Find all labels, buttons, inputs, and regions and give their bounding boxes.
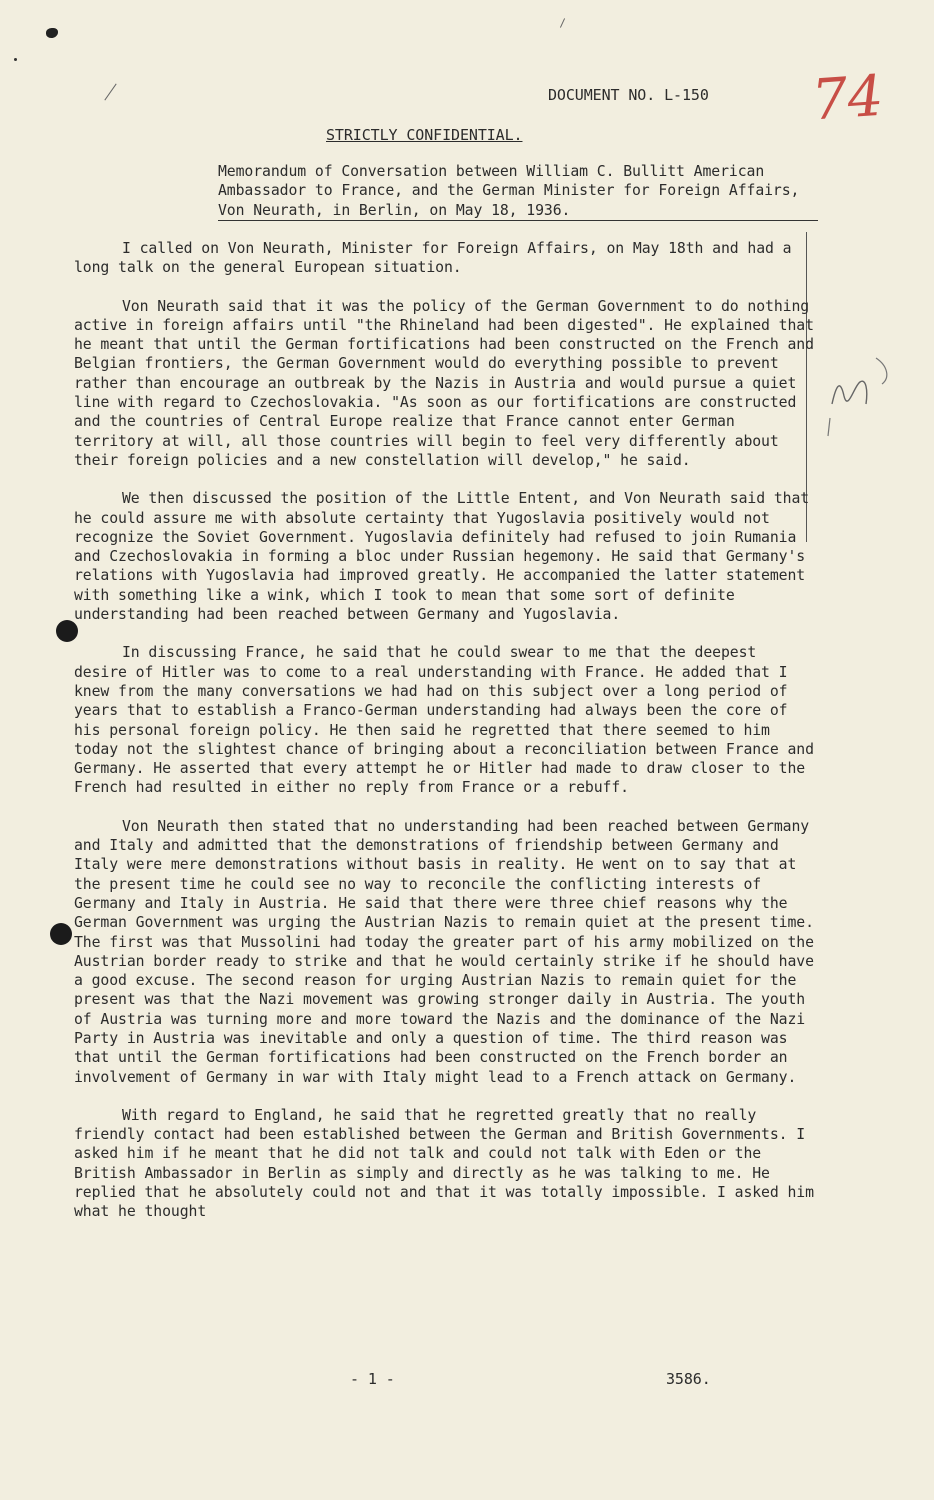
- memo-title-line: Memorandum of Conversation between William C. Bullitt American: [218, 163, 765, 180]
- document-number: DOCUMENT NO. L-150: [548, 86, 709, 104]
- page-number: - 1 -: [350, 1370, 395, 1388]
- punch-hole: [56, 620, 78, 642]
- paragraph: Von Neurath then stated that no understanding had been reached between Germany and Italy and admitted that the demonstrations of friendship between Germany and Italy were mere demonstrations without basis in reality. He went on to say that at the present time he could see no way to reconcile the conflicting interests of Germany and Italy in Austria. He said that there were three chief reasons why the German Government was urging the Austrian Nazis to remain quiet at the present time. The first was that Mussolini had today the greater part of his army mobilized on the Austrian border ready to strike and that he would certainly strike if he should have a good excuse. The second reason for urging Austrian Nazis to remain quiet for the present was that the Nazi movement was growing stronger daily in Austria. The youth of Austria was turning more and more toward the Nazis and the dominance of the Nazi Party in Austria was inevitable and only a question of time. The third reason was that until the German fortifications had been constructed on the French border an involvement of Germany in war with Italy might lead to a French attack on Germany.: [74, 817, 814, 1086]
- ink-blot: [46, 28, 58, 38]
- document-serial-number: 3586.: [666, 1370, 711, 1388]
- paragraph: In discussing France, he said that he could swear to me that the deepest desire of Hitler was to come to a real understanding with France. He added that I knew from the many conversations we had had on this subject over a long period of years that to establish a Franco-German understanding had always been the core of his personal foreign policy. He then said he regretted that there seemed to him today not the slightest chance of bringing about a reconciliation between France and Germany. He asserted that every attempt he or Hitler had made to draw closer to the French had resulted in either no reply from France or a rebuff.: [74, 644, 814, 797]
- pencil-mark: [104, 84, 116, 101]
- memo-title-line: Von Neurath, in Berlin, on May 18, 1936.: [218, 201, 818, 221]
- paragraph: With regard to England, he said that he regretted greatly that no really friendly contact had been established between the German and British Governments. I asked him if he meant that he did not talk and could not talk with Eden or the British Ambassador in Berlin as simply and directly as he was talking to me. He replied that he absolutely could not and that it was totally impossible. I asked him what he thought: [74, 1106, 814, 1221]
- punch-hole: [50, 923, 72, 945]
- pencil-mark: [560, 18, 565, 27]
- paragraph: Von Neurath said that it was the policy of the German Government to do nothing active in foreign affairs until "the Rhineland had been digested". He explained that he meant that until the German fortifications had been constructed on the French and Belgian frontiers, the German Government would do everything possible to prevent rather than encourage an outbreak by the Nazis in Austria and would pursue a quiet line with regard to Czechoslovakia. "As soon as our fortifications are constructed and the countries of Central Europe realize that France cannot enter German territory at will, all those countries will begin to feel very differently about their foreign policies and a new constellation will develop," he said.: [74, 297, 814, 469]
- paragraph: I called on Von Neurath, Minister for Foreign Affairs, on May 18th and had a long talk on the general European situation.: [74, 240, 792, 277]
- memo-title-line: Ambassador to France, and the German Minister for Foreign Affairs,: [218, 182, 800, 200]
- paragraph: We then discussed the position of the Little Entent, and Von Neurath said that he could assure me with absolute certainty that Yugoslavia positively would not recognize the Soviet Government. Yugoslavia definitely had refused to join Rumania and Czechoslovakia in forming a bloc under Russian hegemony. He said that Germany's relations with Yugoslavia had improved greatly. He accompanied the latter statement with something like a wink, which I took to mean that some sort of definite understanding had been reached between Germany and Yugoslavia.: [74, 490, 810, 624]
- ink-dot: [14, 58, 17, 61]
- memo-body: [74, 239, 814, 1241]
- handwritten-page-number: 74: [809, 63, 886, 134]
- margin-handwritten-mark: [826, 356, 896, 446]
- classification-heading: STRICTLY CONFIDENTIAL.: [326, 126, 523, 144]
- memo-title: [218, 162, 838, 221]
